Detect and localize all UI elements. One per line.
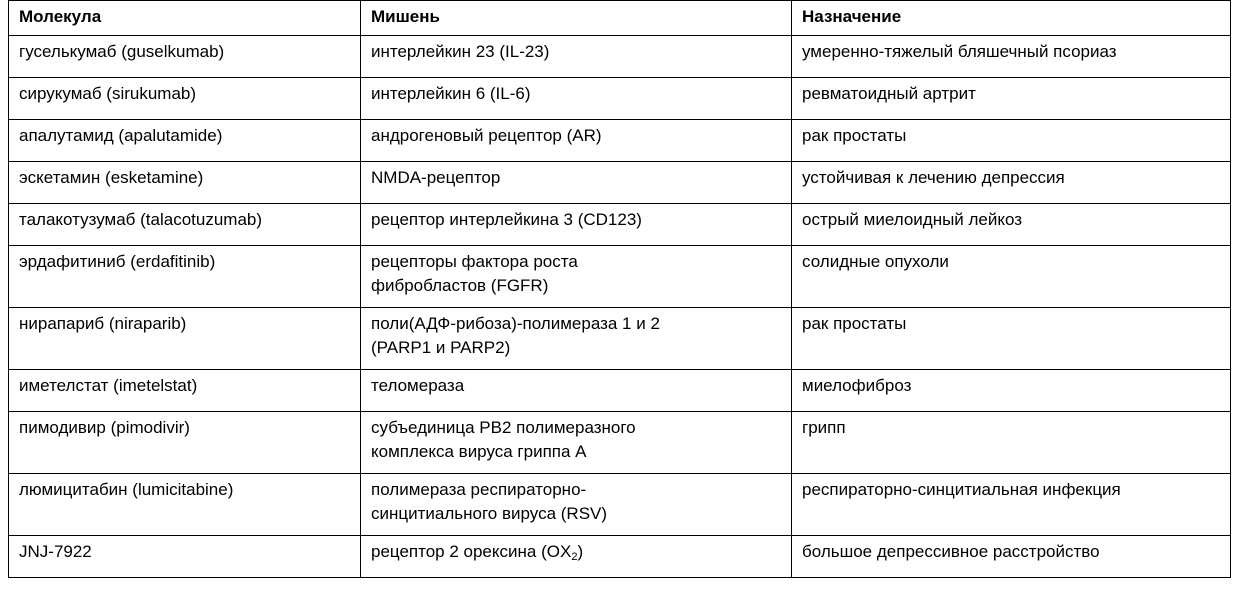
cell-indication: грипп	[792, 412, 1231, 474]
table-row	[9, 536, 1231, 578]
cell-target: поли(АДФ-рибоза)-полимераза 1 и 2 (PARP1 и PARP2)	[361, 308, 792, 370]
target-text: рецептор 2 орексина (OX	[371, 542, 572, 561]
cell-indication: устойчивая к лечению депрессия	[792, 162, 1231, 204]
table-row	[9, 370, 1231, 412]
cell-molecule: нирапариб (niraparib)	[9, 308, 361, 370]
cell-target: NMDA-рецептор	[361, 162, 792, 204]
drug-table	[8, 0, 1231, 578]
subscript-digit: 2	[571, 551, 578, 563]
cell-molecule: сирукумаб (sirukumab)	[9, 78, 361, 120]
cell-molecule: JNJ-7922	[9, 536, 361, 578]
header-target: Мишень	[361, 1, 792, 36]
cell-target: интерлейкин 6 (IL-6)	[361, 78, 792, 120]
cell-indication: рак простаты	[792, 308, 1231, 370]
cell-target: рецепторы фактора роста фибробластов (FGFR)	[361, 246, 792, 308]
cell-target: теломераза	[361, 370, 792, 412]
cell-indication: острый миелоидный лейкоз	[792, 204, 1231, 246]
cell-molecule: пимодивир (pimodivir)	[9, 412, 361, 474]
table-row	[9, 36, 1231, 78]
table-row	[9, 308, 1231, 370]
table-row	[9, 120, 1231, 162]
cell-molecule: гуселькумаб (guselkumab)	[9, 36, 361, 78]
cell-indication: миелофиброз	[792, 370, 1231, 412]
cell-molecule: люмицитабин (lumicitabine)	[9, 474, 361, 536]
cell-indication: респираторно-синцитиальная инфекция	[792, 474, 1231, 536]
header-row	[9, 1, 1231, 36]
cell-target: субъединица PB2 полимеразного комплекса вируса гриппа А	[361, 412, 792, 474]
cell-indication: рак простаты	[792, 120, 1231, 162]
table-row	[9, 162, 1231, 204]
cell-target: андрогеновый рецептор (AR)	[361, 120, 792, 162]
cell-molecule: апалутамид (apalutamide)	[9, 120, 361, 162]
cell-indication: умеренно-тяжелый бляшечный псориаз	[792, 36, 1231, 78]
cell-molecule: эрдафитиниб (erdafitinib)	[9, 246, 361, 308]
cell-molecule: эскетамин (esketamine)	[9, 162, 361, 204]
header-molecule: Молекула	[9, 1, 361, 36]
table-row	[9, 246, 1231, 308]
cell-molecule: иметелстат (imetelstat)	[9, 370, 361, 412]
header-indication: Назначение	[792, 1, 1231, 36]
cell-indication: ревматоидный артрит	[792, 78, 1231, 120]
cell-molecule: талакотузумаб (talacotuzumab)	[9, 204, 361, 246]
cell-indication: солидные опухоли	[792, 246, 1231, 308]
table-row	[9, 204, 1231, 246]
cell-target: рецептор интерлейкина 3 (CD123)	[361, 204, 792, 246]
table-row	[9, 412, 1231, 474]
cell-target: полимераза респираторно- синцитиального вируса (RSV)	[361, 474, 792, 536]
cell-target	[361, 536, 792, 578]
table-row	[9, 78, 1231, 120]
table-row	[9, 474, 1231, 536]
cell-indication: большое депрессивное расстройство	[792, 536, 1231, 578]
target-text-end: )	[577, 542, 584, 561]
cell-target: интерлейкин 23 (IL-23)	[361, 36, 792, 78]
